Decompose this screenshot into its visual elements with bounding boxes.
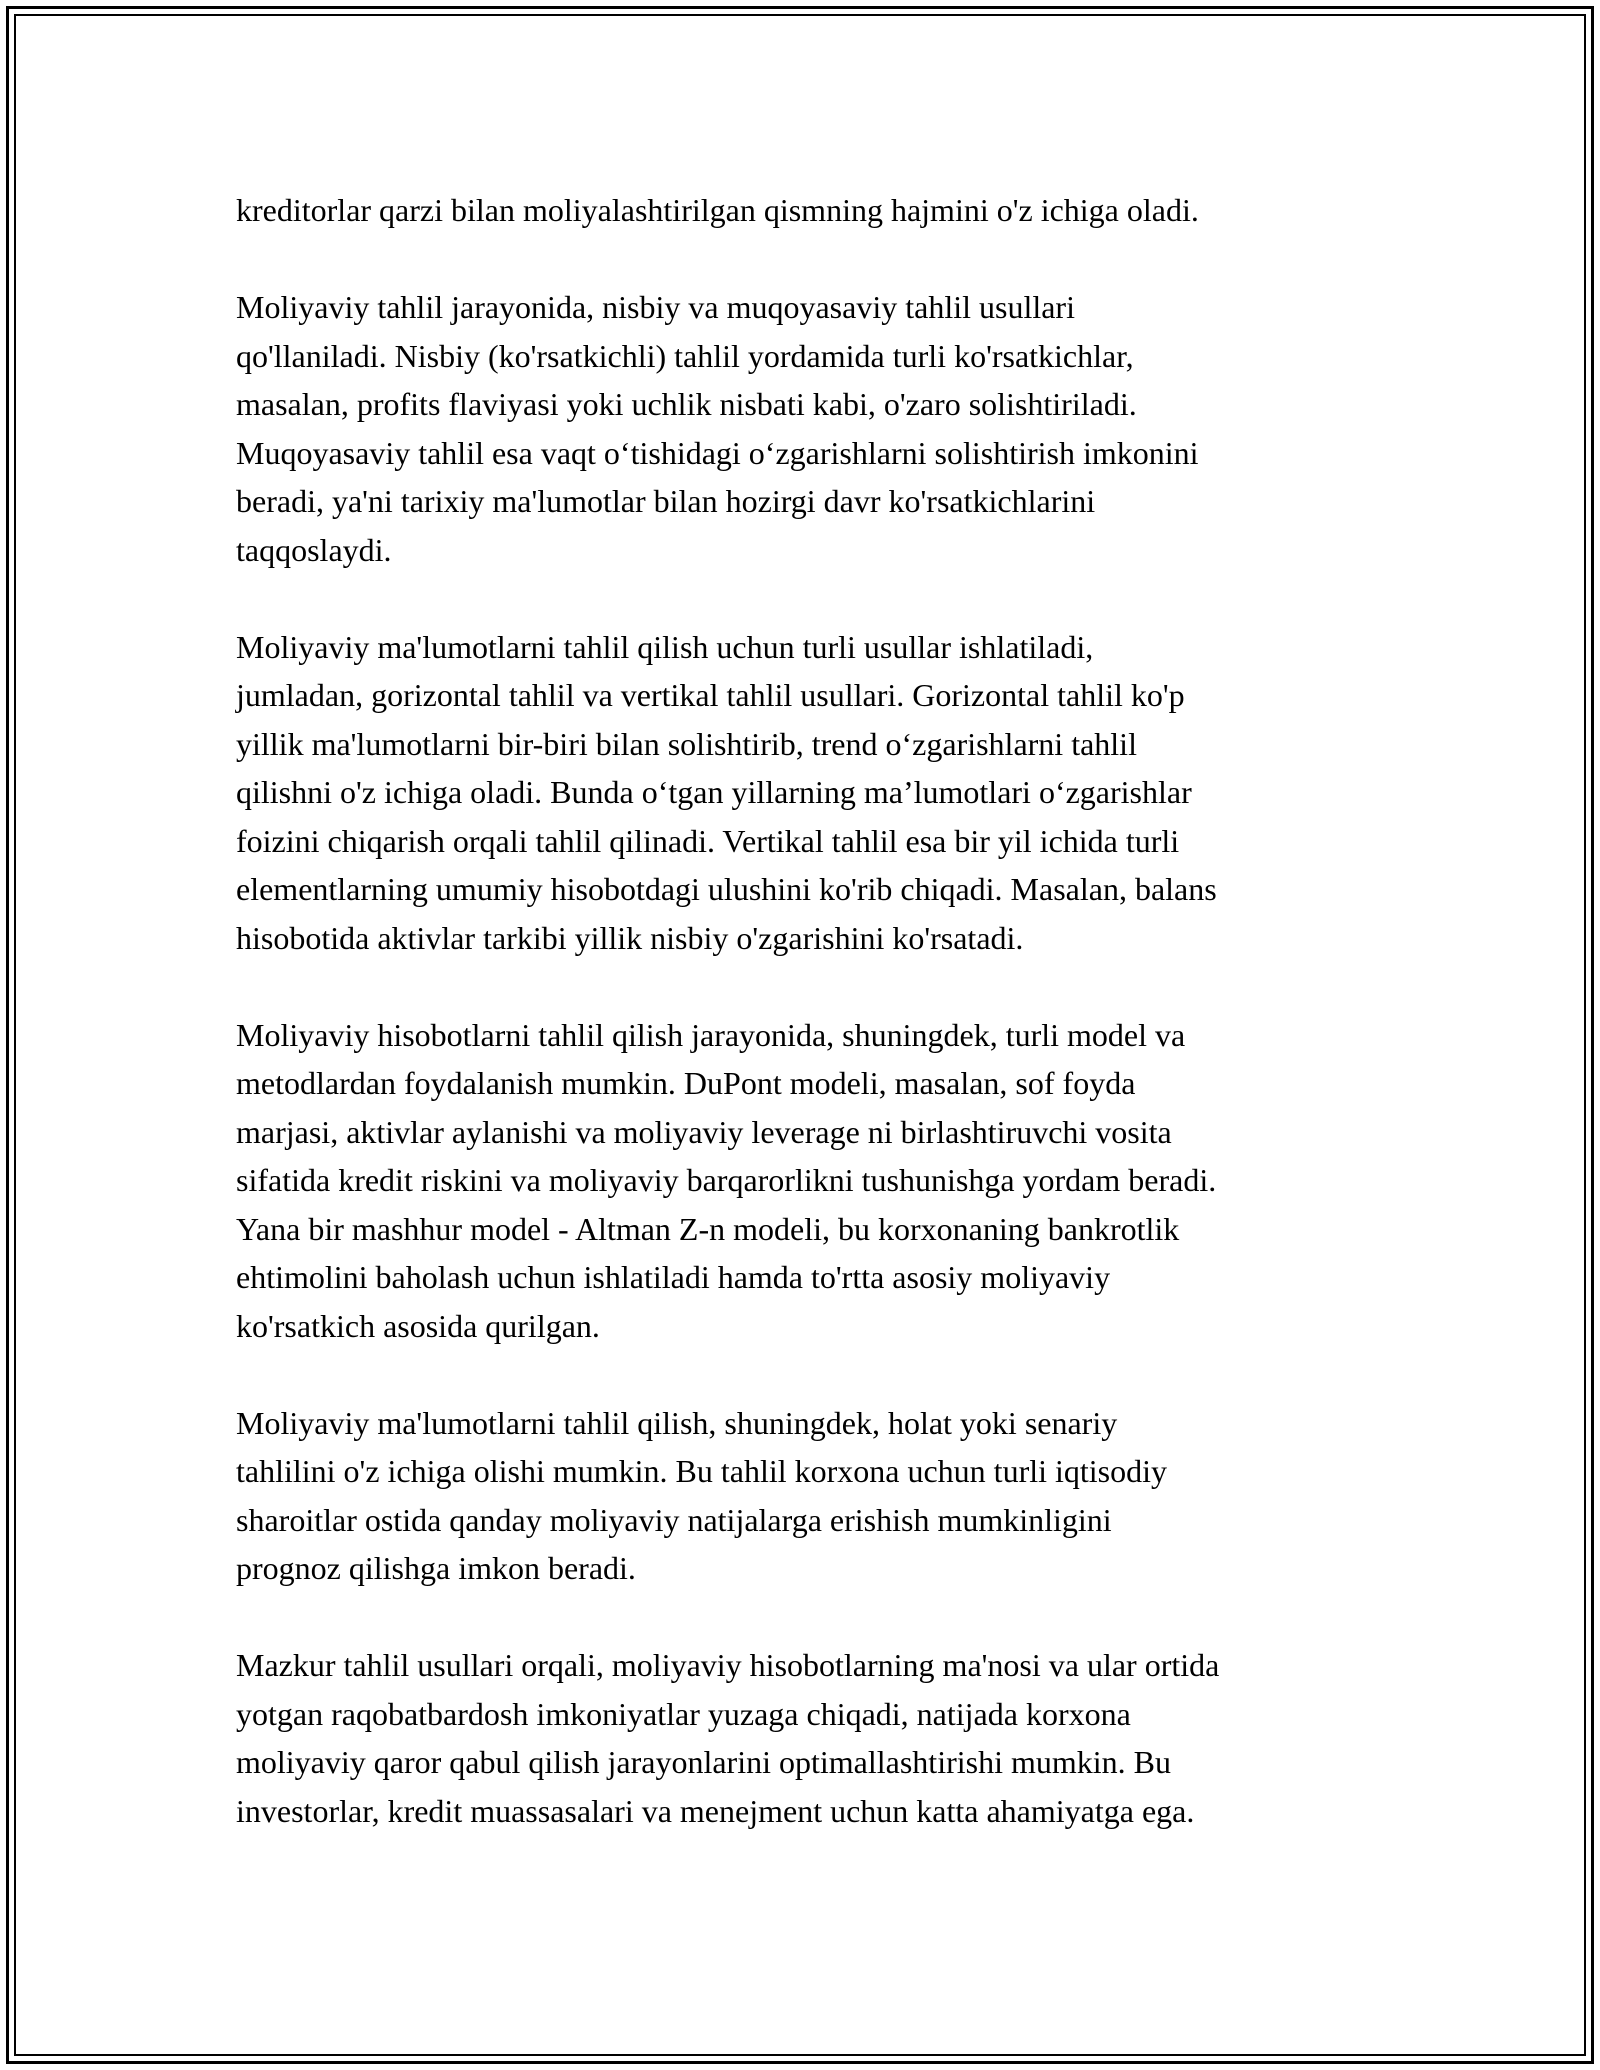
text-line: Moliyaviy ma'lumotlarni tahlil qilish uchun turli usullar ishlatiladi, xyxy=(236,628,1094,665)
text-line: ehtimolini baholash uchun ishlatiladi hamda to'rtta asosiy moliyaviy xyxy=(236,1259,1111,1295)
text-line: Moliyaviy ma'lumotlarni tahlil qilish, shuningdek, holat yoki senariy xyxy=(236,1404,1118,1441)
text-line: moliyaviy qaror qabul qilish jarayonlarini optimallashtirishi mumkin. Bu xyxy=(236,1744,1171,1780)
text-line: tahlilini o'z ichiga olishi mumkin. Bu tahlil korxona uchun turli iqtisodiy xyxy=(236,1453,1168,1489)
text-line: yotgan raqobatbardosh imkoniyatlar yuzaga chiqadi, natijada korxona xyxy=(236,1695,1131,1732)
paragraph-5 xyxy=(236,1399,1376,1593)
text-line: Mazkur tahlil usullari orqali, moliyaviy hisobotlarning ma'nosi va ular ortida xyxy=(236,1647,1220,1683)
text-line: Yana bir mashhur model - Altman Z-n modeli, bu korxonaning bankrotlik xyxy=(236,1210,1180,1247)
paragraph-4 xyxy=(236,1011,1376,1351)
text-line: ko'rsatkich asosida qurilgan. xyxy=(236,1307,600,1344)
text-line: marjasi, aktivlar aylanishi va moliyaviy leverage ni birlashtiruvchi vosita xyxy=(236,1113,1172,1150)
text-line: qo'llaniladi. Nisbiy (ko'rsatkichli) tahlil yordamida turli ko'rsatkichlar, xyxy=(236,337,1134,374)
text-line: foizini chiqarish orqali tahlil qilinadi. Vertikal tahlil esa bir yil ichida turli xyxy=(236,822,1180,859)
text-line: jumladan, gorizontal tahlil va vertikal tahlil usullari. Gorizontal tahlil ko'p xyxy=(236,677,1185,713)
text-line: metodlardan foydalanish mumkin. DuPont modeli, masalan, sof foyda xyxy=(236,1065,1136,1101)
text-line: elementlarning umumiy hisobotdagi ulushini ko'rib chiqadi. Masalan, balans xyxy=(236,871,1217,907)
text-line: sharoitlar ostida qanday moliyaviy natijalarga erishish mumkinligini xyxy=(236,1501,1112,1538)
text-line: investorlar, kredit muassasalari va menejment uchun katta ahamiyatga ega. xyxy=(236,1792,1195,1829)
text-line: hisobotida aktivlar tarkibi yillik nisbiy o'zgarishini ko'rsatadi. xyxy=(236,919,1024,956)
text-line: taqqoslaydi. xyxy=(236,531,392,568)
paragraph-3 xyxy=(236,623,1376,963)
text-line: Moliyaviy tahlil jarayonida, nisbiy va muqoyasaviy tahlil usullari xyxy=(236,289,1075,325)
paragraph-1 xyxy=(236,186,1376,235)
paragraph-2 xyxy=(236,283,1376,574)
text-line: beradi, ya'ni tarixiy ma'lumotlar bilan hozirgi davr ko'rsatkichlarini xyxy=(236,483,1096,519)
text-line: kreditorlar qarzi bilan moliyalashtirilgan qismning hajmini o'z ichiga oladi. xyxy=(236,192,1199,228)
text-line: Moliyaviy hisobotlarni tahlil qilish jarayonida, shuningdek, turli model va xyxy=(236,1016,1186,1053)
text-line: yillik ma'lumotlarni bir-biri bilan solishtirib, trend oʻzgarishlarni tahlil xyxy=(236,725,1137,762)
text-line: qilishni o'z ichiga oladi. Bunda oʻtgan yillarning ma’lumotlari oʻzgarishlar xyxy=(236,774,1192,810)
text-line: masalan, profits flaviyasi yoki uchlik nisbati kabi, o'zaro solishtiriladi. xyxy=(236,386,1137,422)
text-line: Muqoyasaviy tahlil esa vaqt oʻtishidagi oʻzgarishlarni solishtirish imkonini xyxy=(236,434,1199,471)
document-body xyxy=(236,186,1376,1884)
paragraph-6 xyxy=(236,1641,1376,1835)
text-line: prognoz qilishga imkon beradi. xyxy=(236,1550,636,1586)
text-line: sifatida kredit riskini va moliyaviy barqarorlikni tushunishga yordam beradi. xyxy=(236,1162,1217,1198)
